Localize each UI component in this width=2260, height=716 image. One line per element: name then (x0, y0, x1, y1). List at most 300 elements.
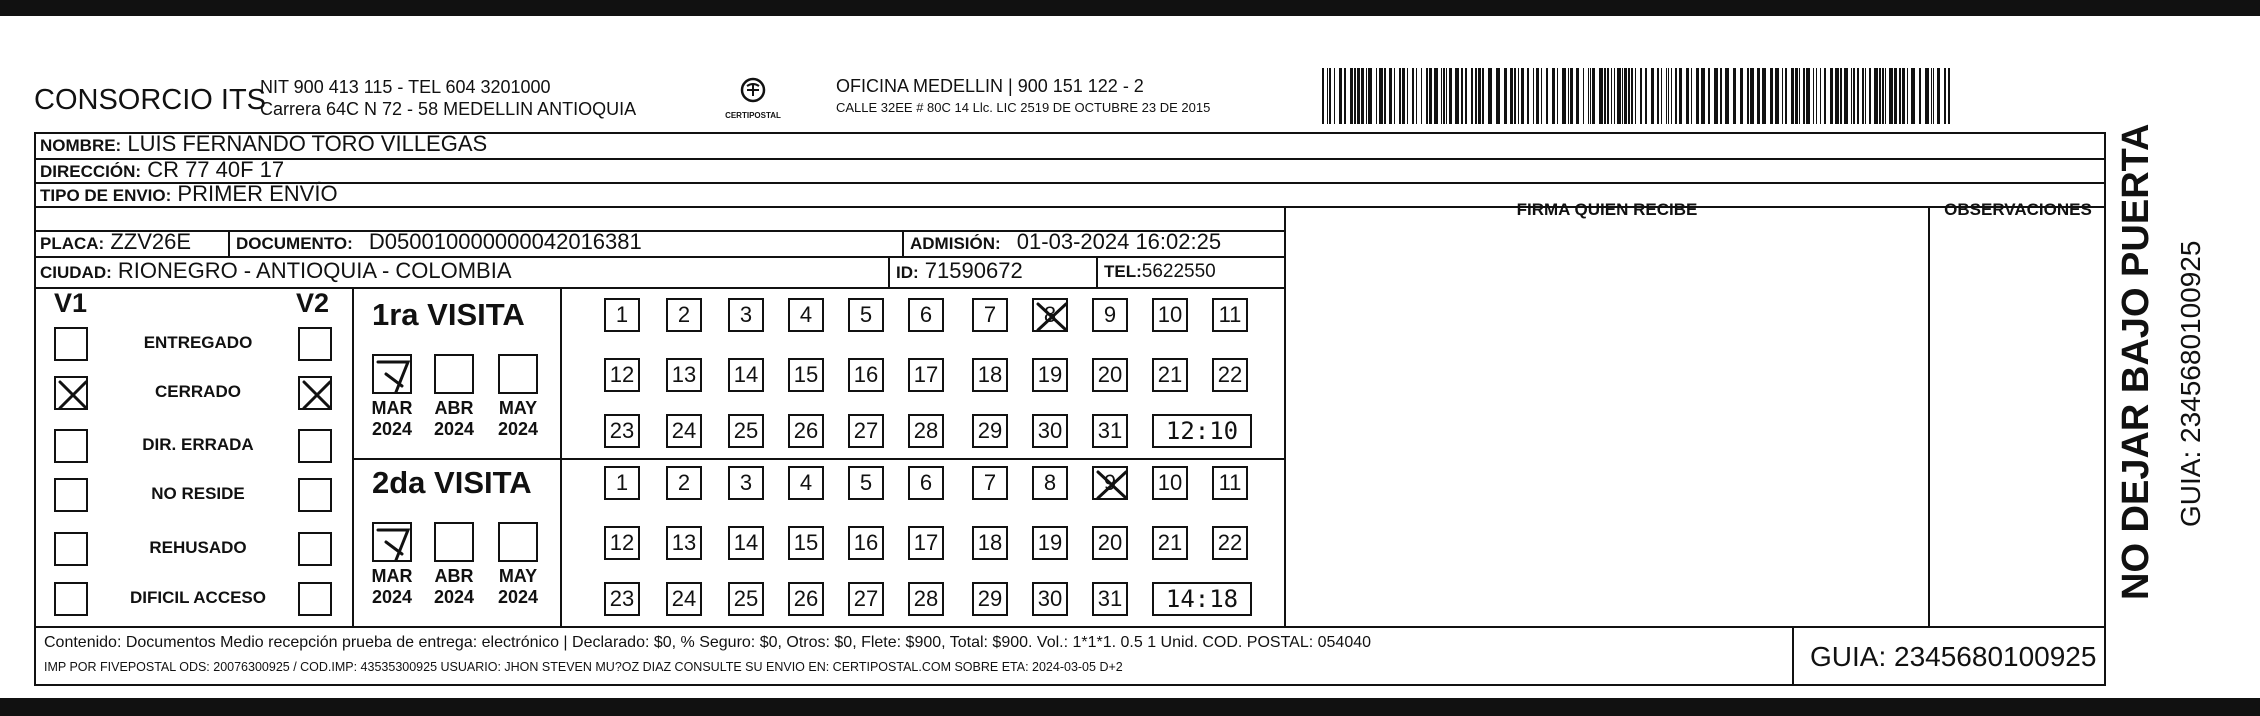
v1-checkbox[interactable] (54, 532, 88, 566)
day-number: 22 (1217, 530, 1243, 555)
company-address: Carrera 64C N 72 - 58 MEDELLIN ANTIOQUIA (260, 99, 637, 119)
day-number: 6 (919, 302, 933, 327)
day-number: 18 (977, 530, 1003, 555)
cell-divider (888, 258, 890, 287)
month-checkbox[interactable] (434, 354, 474, 394)
barcode-bar (1733, 68, 1736, 124)
barcode-bar (1376, 68, 1377, 124)
month-name: ABR (434, 566, 474, 586)
barcode-bar (1668, 68, 1669, 124)
imp-line: IMP POR FIVEPOSTAL ODS: 20076300925 / COD.IMP: 43535300925 USUARIO: JHON STEVEN MU?OZ DIAZ CONSULTE SU ENVIO EN: CERTIPOSTAL.COM SOBRE ETA: 2024-03-05 D+2 (44, 660, 1123, 674)
month-checkbox[interactable] (372, 522, 412, 562)
day-box[interactable] (1032, 466, 1068, 500)
row-divider (34, 182, 2106, 184)
status-divider (352, 289, 354, 626)
month-year: 2024 (371, 419, 413, 439)
day-number: 1 (615, 470, 629, 495)
v2-checkbox[interactable] (298, 327, 332, 361)
month-label (424, 566, 484, 608)
barcode-bar (1617, 68, 1621, 124)
barcode-bar (1651, 68, 1654, 124)
day-box[interactable] (604, 358, 640, 392)
day-number: 8 (1043, 470, 1057, 495)
day-number: 20 (1097, 362, 1123, 387)
day-box[interactable] (1092, 526, 1128, 560)
day-box[interactable] (1032, 582, 1068, 616)
v2-label: V2 (296, 288, 330, 318)
barcode-bar (1482, 68, 1484, 124)
day-box[interactable] (1092, 466, 1128, 500)
handwritten-check-mark (374, 524, 414, 564)
barcode-bar (1389, 68, 1392, 124)
day-box[interactable] (1032, 298, 1068, 332)
admision-value: 01-03-2024 16:02:25 (1016, 229, 1222, 254)
barcode-bar (1570, 68, 1573, 124)
barcode-bar (1402, 68, 1405, 124)
month-name: ABR (434, 398, 474, 418)
day-box[interactable] (1092, 358, 1128, 392)
day-number: 27 (853, 418, 879, 443)
month-label (424, 398, 484, 440)
day-box[interactable] (848, 298, 884, 332)
barcode-bar (1889, 68, 1893, 124)
barcode-bar (1354, 68, 1356, 124)
day-number: 3 (739, 470, 753, 495)
day-box[interactable] (604, 582, 640, 616)
row-divider (34, 287, 1284, 289)
day-box[interactable] (1032, 414, 1068, 448)
day-box[interactable] (972, 298, 1008, 332)
day-box[interactable] (788, 526, 824, 560)
barcode-bar (1840, 68, 1842, 124)
day-box[interactable] (666, 298, 702, 332)
barcode-bar (1911, 68, 1915, 124)
day-number: 19 (1037, 362, 1063, 387)
day-box[interactable] (1152, 526, 1188, 560)
barcode-bar (1384, 68, 1386, 124)
v2-checkbox[interactable] (298, 532, 332, 566)
barcode-bar (1835, 68, 1839, 124)
field-tel (1104, 261, 1216, 283)
visit-time: 14:18 (1165, 585, 1239, 613)
v1-checkbox[interactable] (54, 376, 88, 410)
day-number: 11 (1218, 302, 1242, 327)
day-box[interactable] (666, 582, 702, 616)
day-box[interactable] (908, 414, 944, 448)
barcode-bar (1604, 68, 1606, 124)
barcode-bar (1588, 68, 1589, 124)
day-box[interactable] (728, 526, 764, 560)
v2-checkbox[interactable] (298, 376, 332, 410)
day-number: 5 (859, 470, 873, 495)
v1-checkbox[interactable] (54, 478, 88, 512)
barcode-bar (1546, 68, 1548, 124)
ciudad-label: CIUDAD: (40, 263, 112, 282)
tel-value: 5622550 (1141, 261, 1216, 282)
day-box[interactable] (848, 582, 884, 616)
day-number: 21 (1157, 530, 1183, 555)
day-number: 10 (1157, 470, 1183, 495)
firma-header: FIRMA QUIEN RECIBE (1516, 200, 1698, 219)
barcode-bar (1857, 68, 1859, 124)
day-box[interactable] (1212, 466, 1248, 500)
day-number: 16 (853, 530, 879, 555)
barcode-bar (1361, 68, 1364, 124)
guia-number: GUIA: 2345680100925 (1810, 641, 2097, 672)
barcode-bar (1631, 68, 1633, 124)
day-number: 17 (913, 362, 939, 387)
barcode-bar (1740, 68, 1743, 124)
handwritten-check-mark (300, 378, 334, 412)
day-box[interactable] (604, 526, 640, 560)
day-box[interactable] (604, 466, 640, 500)
month-checkbox[interactable] (498, 522, 538, 562)
barcode-bar (1350, 68, 1353, 124)
day-box[interactable] (908, 582, 944, 616)
day-box[interactable] (1212, 358, 1248, 392)
day-number: 31 (1097, 418, 1123, 443)
barcode-bar (1465, 68, 1467, 124)
nombre-label: NOMBRE: (40, 136, 122, 155)
day-box[interactable] (908, 526, 944, 560)
barcode-bar (1461, 68, 1463, 124)
barcode-bar (1879, 68, 1881, 124)
barcode-bar (1806, 68, 1810, 124)
barcode-bar (1944, 68, 1946, 124)
v1-checkbox[interactable] (54, 582, 88, 616)
barcode-bar (1399, 68, 1401, 124)
barcode-bar (1824, 68, 1826, 124)
barcode-bar (1557, 68, 1558, 124)
field-nombre (40, 131, 487, 157)
day-number: 28 (913, 418, 939, 443)
day-number: 19 (1037, 530, 1063, 555)
barcode-bar (1919, 68, 1921, 124)
day-box[interactable] (788, 466, 824, 500)
barcode-bar (1816, 68, 1817, 124)
day-number: 9 (1103, 302, 1117, 327)
day-box[interactable] (848, 526, 884, 560)
v1-checkbox[interactable] (54, 327, 88, 361)
scan-bottom-edge (0, 698, 2260, 716)
barcode-bar (1770, 68, 1773, 124)
day-box[interactable] (972, 526, 1008, 560)
barcode-bar (1344, 68, 1346, 124)
barcode-bar (1449, 68, 1452, 124)
day-number: 12 (609, 530, 635, 555)
office-line: OFICINA MEDELLIN | 900 151 122 - 2 (836, 76, 1144, 96)
day-number: 16 (853, 362, 879, 387)
day-number: 10 (1157, 302, 1183, 327)
day-number: 11 (1218, 470, 1242, 495)
barcode-bar (1666, 68, 1667, 124)
day-box[interactable] (848, 466, 884, 500)
month-year: 2024 (433, 587, 475, 607)
column-divider (1284, 206, 1286, 626)
day-number: 22 (1217, 362, 1243, 387)
company-info (260, 76, 636, 120)
handwritten-check-mark (1034, 300, 1070, 334)
documento-label: DOCUMENTO: (236, 234, 353, 253)
nit-line: NIT 900 413 115 - TEL 604 3201000 (260, 77, 551, 97)
barcode-bar (1813, 68, 1814, 124)
barcode-bar (1368, 68, 1372, 124)
field-id (896, 258, 1023, 284)
day-box[interactable] (666, 414, 702, 448)
barcode-bar (1518, 68, 1519, 124)
month-year: 2024 (497, 587, 539, 607)
day-box[interactable] (972, 358, 1008, 392)
day-box[interactable] (1032, 526, 1068, 560)
day-box[interactable] (604, 414, 640, 448)
day-box[interactable] (848, 414, 884, 448)
id-value: 71590672 (924, 258, 1023, 283)
day-number: 7 (983, 302, 997, 327)
barcode-bar (1853, 68, 1855, 124)
barcode-bar (1471, 68, 1473, 124)
month-year: 2024 (371, 587, 413, 607)
field-direccion (40, 157, 284, 183)
day-box[interactable] (1212, 526, 1248, 560)
tel-label: TEL: (1104, 262, 1142, 281)
day-number: 2 (677, 302, 691, 327)
day-box[interactable] (604, 298, 640, 332)
barcode-bar (1334, 68, 1335, 124)
day-box[interactable] (972, 414, 1008, 448)
barcode-bar (1527, 68, 1529, 124)
handwritten-check-mark (56, 378, 90, 412)
barcode-bar (1426, 68, 1428, 124)
column-divider (1928, 206, 1930, 626)
day-box[interactable] (666, 466, 702, 500)
day-number: 25 (733, 586, 759, 611)
barcode-bar (1614, 68, 1615, 124)
day-box[interactable] (788, 414, 824, 448)
status-label: REHUSADO (149, 538, 247, 557)
barcode-bar (1937, 68, 1940, 124)
barcode-bar (1562, 68, 1566, 124)
month-checkbox[interactable] (372, 354, 412, 394)
day-box[interactable] (1152, 466, 1188, 500)
no-dejar-bajo-puerta: NO DEJAR BAJO PUERTA (2115, 123, 2157, 600)
barcode-bar (1416, 68, 1417, 124)
day-number: 13 (671, 530, 697, 555)
footer-guia-divider (1792, 628, 1794, 686)
day-box[interactable] (666, 526, 702, 560)
field-placa (40, 229, 191, 255)
day-number: 14 (733, 362, 759, 387)
day-number: 4 (799, 302, 813, 327)
barcode-bar (1862, 68, 1864, 124)
day-number: 2 (677, 470, 691, 495)
barcode-bar (1541, 68, 1542, 124)
barcode-bar (1475, 68, 1477, 124)
barcode-bar (1455, 68, 1459, 124)
barcode-bar (1443, 68, 1445, 124)
status-label: ENTREGADO (143, 333, 253, 352)
barcode-bar (1366, 68, 1367, 124)
day-number: 29 (977, 586, 1003, 611)
footer-divider (34, 626, 2106, 628)
barcode-bar (1446, 68, 1447, 124)
day-box[interactable] (972, 466, 1008, 500)
barcode-bar (1478, 68, 1481, 124)
barcode-bar (1322, 68, 1324, 124)
barcode-bar (1412, 68, 1414, 124)
barcode-bar (1885, 68, 1886, 124)
barcode-bar (1441, 68, 1442, 124)
barcode-bar (1708, 68, 1710, 124)
month-label (362, 398, 422, 440)
day-box[interactable] (728, 358, 764, 392)
visit-time: 12:10 (1165, 417, 1239, 445)
day-box[interactable] (908, 298, 944, 332)
day-box[interactable] (788, 582, 824, 616)
field-ciudad (40, 258, 512, 284)
day-number: 9 (1103, 470, 1117, 495)
month-name: MAR (371, 398, 413, 418)
day-box[interactable] (1092, 582, 1128, 616)
month-label (488, 398, 548, 440)
day-number: 25 (733, 418, 759, 443)
cell-divider (228, 232, 230, 257)
barcode-bar (1803, 68, 1805, 124)
v2-checkbox[interactable] (298, 429, 332, 463)
day-box[interactable] (1152, 358, 1188, 392)
time-box (1152, 414, 1252, 448)
day-box[interactable] (908, 358, 944, 392)
day-box[interactable] (728, 466, 764, 500)
day-box[interactable] (788, 298, 824, 332)
tipo-label: TIPO DE ENVIO: (40, 186, 172, 205)
barcode-bar (1747, 68, 1749, 124)
day-box[interactable] (972, 582, 1008, 616)
barcode-bar (1592, 68, 1595, 124)
day-number: 12 (609, 362, 635, 387)
visit-title: 1ra VISITA (372, 297, 525, 332)
barcode-bar (1874, 68, 1878, 124)
status-label: NO RESIDE (151, 484, 245, 503)
nombre-value: LUIS FERNANDO TORO VILLEGAS (127, 131, 488, 156)
day-number: 27 (853, 586, 879, 611)
scan-top-edge (0, 0, 2260, 16)
day-box[interactable] (1092, 414, 1128, 448)
day-number: 26 (793, 418, 819, 443)
day-box[interactable] (1212, 298, 1248, 332)
day-box[interactable] (1092, 298, 1128, 332)
status-label: DIFICIL ACCESO (129, 588, 266, 607)
day-number: 8 (1043, 302, 1057, 327)
barcode-bar (1894, 68, 1897, 124)
day-number: 4 (799, 470, 813, 495)
barcode-bar (1533, 68, 1534, 124)
barcode-bar (1762, 68, 1766, 124)
barcode-bar (1329, 68, 1331, 124)
barcode-bar (1785, 68, 1787, 124)
barcode-bar (1869, 68, 1871, 124)
barcode-bar (1504, 68, 1507, 124)
barcode-bar (1691, 68, 1692, 124)
barcode-bar (1686, 68, 1689, 124)
day-number: 17 (913, 530, 939, 555)
month-name: MAY (498, 398, 538, 418)
day-number: 6 (919, 470, 933, 495)
documento-value: D050010000000042016381 (368, 229, 642, 254)
direccion-label: DIRECCIÓN: (40, 162, 142, 181)
office-address: CALLE 32EE # 80C 14 Llc. LIC 2519 DE OCTUBRE 23 DE 2015 (836, 100, 1211, 115)
day-number: 3 (739, 302, 753, 327)
barcode-bar (1865, 68, 1866, 124)
barcode-bar (1514, 68, 1516, 124)
barcode-bar (1701, 68, 1705, 124)
barcode-bar (1696, 68, 1699, 124)
id-label: ID: (896, 263, 919, 282)
day-number: 30 (1037, 418, 1063, 443)
barcode-bar (1635, 68, 1636, 124)
barcode-bar (1782, 68, 1783, 124)
barcode-bar (1521, 68, 1524, 124)
barcode-bar (1902, 68, 1905, 124)
barcode-bar (1933, 68, 1934, 124)
barcode-bar (1607, 68, 1609, 124)
day-box[interactable] (728, 582, 764, 616)
v2-checkbox[interactable] (298, 478, 332, 512)
month-checkbox[interactable] (498, 354, 538, 394)
barcode-bar (1429, 68, 1432, 124)
month-label (488, 566, 548, 608)
day-number: 23 (609, 418, 635, 443)
day-box[interactable] (728, 298, 764, 332)
barcode-bar (1851, 68, 1852, 124)
day-box[interactable] (1152, 298, 1188, 332)
barcode-bar (1882, 68, 1884, 124)
status-label: CERRADO (155, 382, 241, 401)
day-number: 15 (793, 530, 819, 555)
barcode (1322, 68, 1954, 124)
direccion-value: CR 77 40F 17 (147, 157, 285, 182)
cell-divider (1096, 258, 1098, 287)
day-number: 23 (609, 586, 635, 611)
day-number: 29 (977, 418, 1003, 443)
barcode-bar (1327, 68, 1328, 124)
barcode-bar (1775, 68, 1779, 124)
barcode-bar (1657, 68, 1659, 124)
month-checkbox[interactable] (434, 522, 474, 562)
v2-checkbox[interactable] (298, 582, 332, 616)
barcode-bar (1599, 68, 1603, 124)
visit-title: 2da VISITA (372, 465, 532, 500)
barcode-bar (1536, 68, 1539, 124)
barcode-bar (1907, 68, 1908, 124)
day-box[interactable] (728, 414, 764, 448)
day-box[interactable] (1032, 358, 1068, 392)
day-box[interactable] (908, 466, 944, 500)
day-number: 7 (983, 470, 997, 495)
day-box[interactable] (848, 358, 884, 392)
side-guia: GUIA: 2345680100925 (2175, 240, 2206, 527)
day-box[interactable] (666, 358, 702, 392)
barcode-bar (1671, 68, 1672, 124)
field-admision (910, 229, 1221, 255)
barcode-bar (1714, 68, 1718, 124)
barcode-bar (1488, 68, 1492, 124)
day-number: 20 (1097, 530, 1123, 555)
day-number: 1 (615, 302, 629, 327)
barcode-bar (1552, 68, 1555, 124)
day-number: 30 (1037, 586, 1063, 611)
day-box[interactable] (788, 358, 824, 392)
v1-checkbox[interactable] (54, 429, 88, 463)
